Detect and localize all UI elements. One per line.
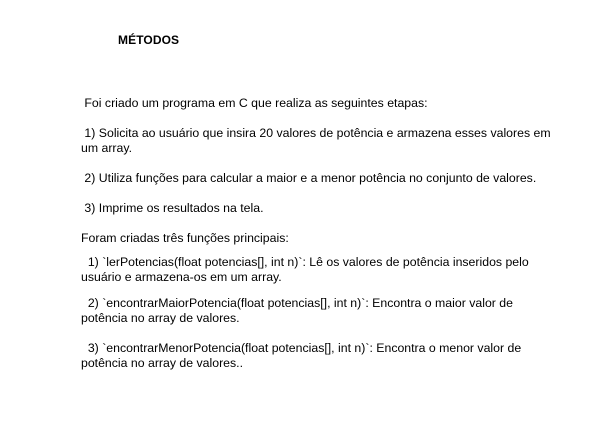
section-heading: MÉTODOS [118,33,180,47]
intro-paragraph: Foi criado um programa em C que realiza as seguintes etapas: [81,96,428,110]
function-1-paragraph: 1) `lerPotencias(float potencias[], int n)`: Lê os valores de potência inseridos pelo usuário e armazena-os em um array. [81,255,533,284]
function-3-paragraph: 3) `encontrarMenorPotencia(float potencias[], int n)`: Encontra o menor valor de potência no array de valores.. [81,341,525,370]
function-2-paragraph: 2) `encontrarMaiorPotencia(float potencias[], int n)`: Encontra o maior valor de potência no array de valores. [81,296,517,325]
step-2-paragraph: 2) Utiliza funções para calcular a maior e a menor potência no conjunto de valores. [81,171,537,185]
step-3-paragraph: 3) Imprime os resultados na tela. [81,201,264,215]
step-1-paragraph: 1) Solicita ao usuário que insira 20 valores de potência e armazena esses valores em um array. [81,126,555,155]
functions-intro-paragraph: Foram criadas três funções principais: [81,231,289,245]
